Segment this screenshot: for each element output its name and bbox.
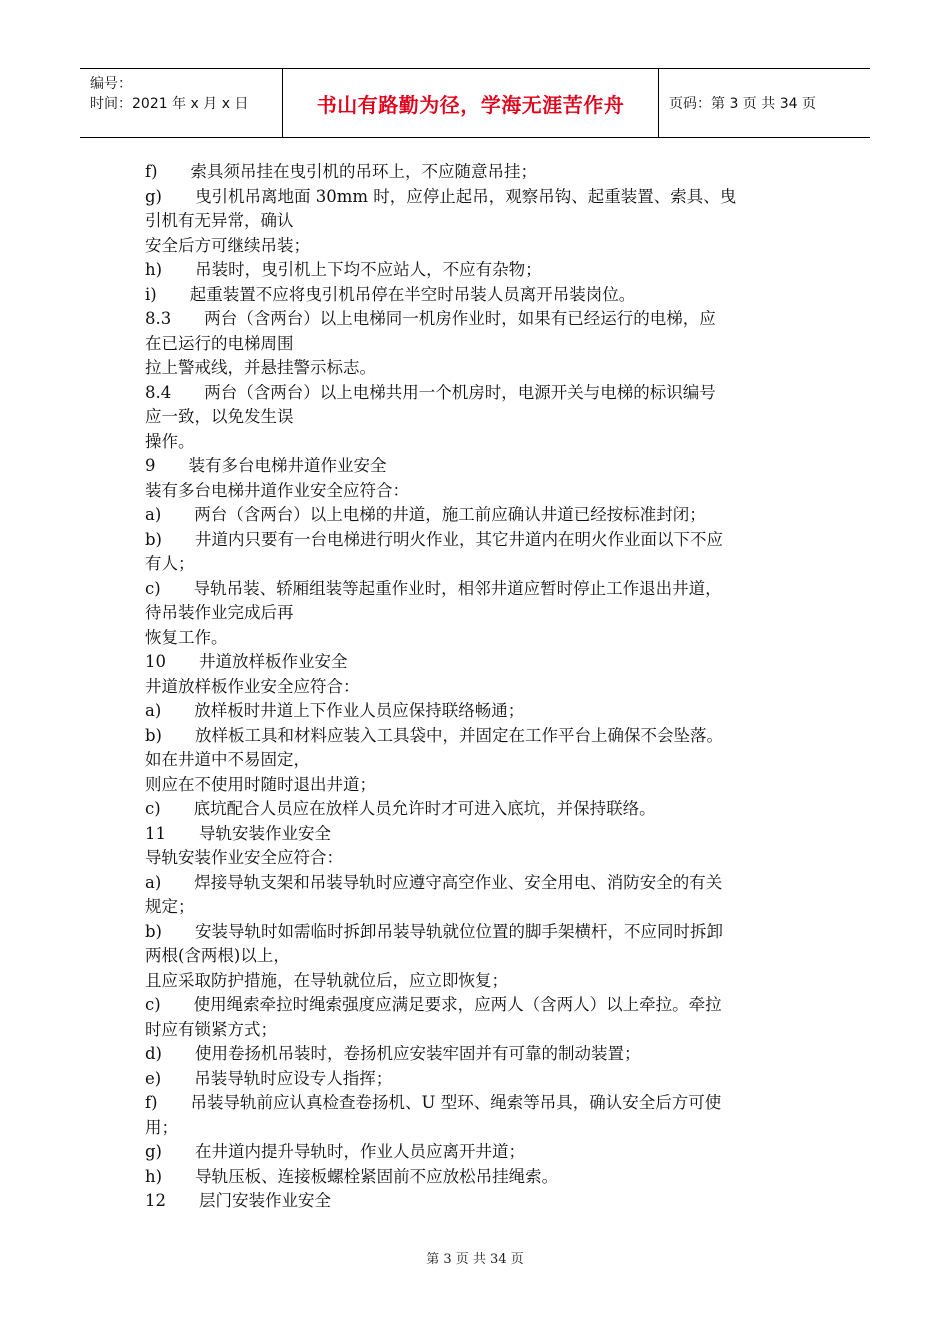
text-line: g) 曳引机吊离地面 30mm 时，应停止起吊，观察吊钩、起重装置、索具、曳 <box>145 186 737 206</box>
text-line: 拉上警戒线，并悬挂警示标志。 <box>145 358 376 377</box>
text-line: f) 吊装导轨前应认真检查卷扬机、U 型环、绳索等吊具，确认安全后方可使 <box>145 1093 722 1112</box>
text-line: b) 放样板工具和材料应装入工具袋中，并固定在工作平台上确保不会坠落。 <box>145 725 723 745</box>
text-line: 10 井道放样板作业安全 <box>145 652 348 671</box>
text-line: b) 井道内只要有一台电梯进行明火作业，其它井道内在明火作业面以下不应 <box>145 529 723 549</box>
text-line: i) 起重装置不应将曳引机吊停在半空时吊装人员离开吊装岗位。 <box>145 284 636 304</box>
page-footer: 第 3 页 共 34 页 <box>426 1252 524 1267</box>
text-line: 8.4 两台（含两台）以上电梯共用一个机房时，电源开关与电梯的标识编号 <box>145 382 716 402</box>
text-line: 恢复工作。 <box>145 627 228 647</box>
text-line: a) 两台（含两台）以上电梯的井道，施工前应确认井道已经按标准封闭； <box>145 505 706 524</box>
text-line: a) 焊接导轨支架和吊装导轨时应遵守高空作业、安全用电、消防安全的有关 <box>145 872 723 892</box>
text-line: g) 在井道内提升导轨时，作业人员应离开井道； <box>145 1142 525 1161</box>
text-line: c) 使用绳索牵拉时绳索强度应满足要求，应两人（含两人）以上牵拉。牵拉 <box>145 995 722 1014</box>
text-line: c) 导轨吊装、轿厢组装等起重作业时，相邻井道应暂时停止工作退出井道， <box>145 578 722 598</box>
text-line: 有人； <box>145 554 195 573</box>
text-line: 装有多台电梯井道作业安全应符合： <box>145 480 409 500</box>
text-line: 应一致，以免发生误 <box>145 407 294 426</box>
header-page-info: 页码：第 3 页 共 34 页 <box>669 96 816 112</box>
text-line: h) 导轨压板、连接板螺栓紧固前不应放松吊挂绳索。 <box>145 1166 559 1186</box>
text-line: 两根(含两根)以上， <box>145 946 290 965</box>
text-line: 待吊装作业完成后再 <box>145 603 294 622</box>
text-line: 操作。 <box>145 431 195 451</box>
document-body <box>145 160 825 1214</box>
text-line: 时应有锁紧方式； <box>145 1019 277 1039</box>
page-header <box>80 68 870 138</box>
text-line: 井道放样板作业安全应符合： <box>145 676 360 696</box>
header-motto: 书山有路勤为径，学海无涯苦作舟 <box>283 69 659 137</box>
text-line: 安全后方可继续吊装； <box>145 235 310 255</box>
text-line: b) 安装导轨时如需临时拆卸吊装导轨就位位置的脚手架横杆，不应同时拆卸 <box>145 921 723 941</box>
text-line: 且应采取防护措施，在导轨就位后，应立即恢复； <box>145 970 508 990</box>
text-line: 引机有无异常，确认 <box>145 211 294 230</box>
text-line: h) 吊装时，曳引机上下均不应站人，不应有杂物； <box>145 260 542 279</box>
text-line: e) 吊装导轨时应设专人指挥； <box>145 1068 393 1088</box>
text-line: d) 使用卷扬机吊装时，卷扬机应安装牢固并有可靠的制动装置； <box>145 1044 641 1063</box>
text-line: 12 层门安装作业安全 <box>145 1191 331 1210</box>
header-meta <box>80 69 283 137</box>
document-date: 时间：2021 年 x 月 x 日 <box>90 96 249 112</box>
text-line: 规定； <box>145 897 195 916</box>
text-line: 则应在不使用时随时退出井道； <box>145 774 376 794</box>
text-line: f) 索具须吊挂在曳引机的吊环上，不应随意吊挂； <box>145 162 538 181</box>
text-line: c) 底坑配合人员应在放样人员允许时才可进入底坑，并保持联络。 <box>145 799 656 818</box>
text-line: 9 装有多台电梯井道作业安全 <box>145 456 387 475</box>
text-line: 8.3 两台（含两台）以上电梯同一机房作业时，如果有已经运行的电梯，应 <box>145 309 716 328</box>
document-number-label: 编号： <box>90 76 132 92</box>
text-line: a) 放样板时井道上下作业人员应保持联络畅通； <box>145 701 525 720</box>
text-line: 如在井道中不易固定， <box>145 750 310 769</box>
text-line: 用； <box>145 1117 178 1137</box>
text-line: 在已运行的电梯周围 <box>145 333 294 353</box>
text-line: 11 导轨安装作业安全 <box>145 823 331 843</box>
text-line: 导轨安装作业安全应符合： <box>145 848 343 867</box>
